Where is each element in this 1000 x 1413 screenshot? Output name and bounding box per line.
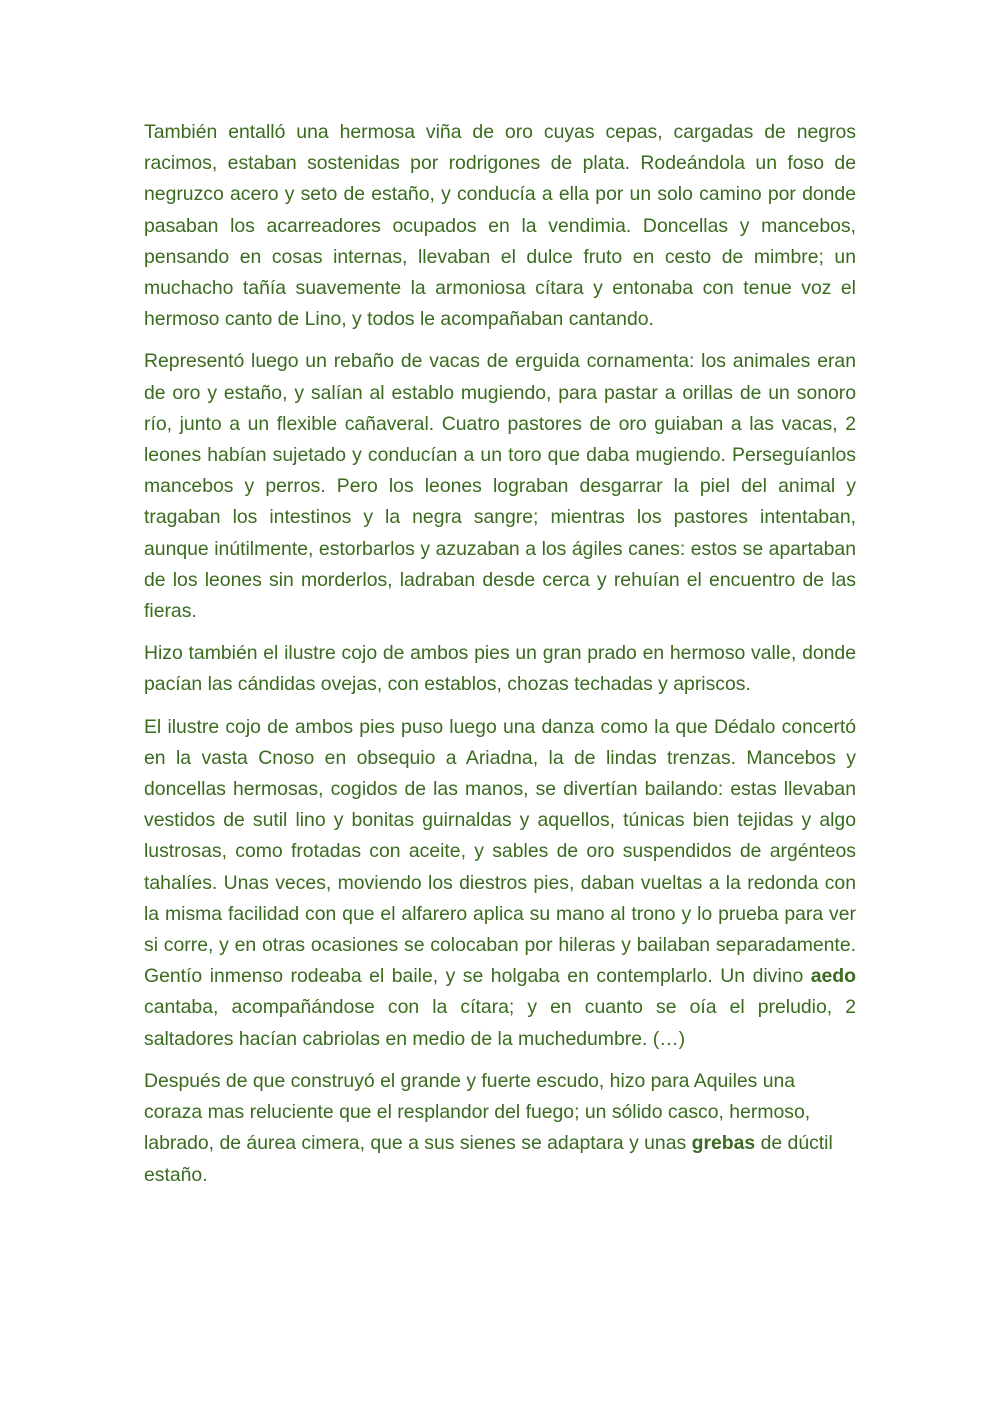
bold-term: aedo — [810, 965, 856, 988]
paragraph-text: Después de que construyó el grande y fuerte escudo, hizo para Aquiles una coraza mas reluciente que el resplandor del fuego; un sólido casco, hermoso, labrado, de áurea cimera, que a sus sienes se adaptara y unas — [144, 1069, 811, 1155]
document-body — [144, 117, 856, 1202]
paragraph-text: Hizo también el ilustre cojo de ambos pies un gran prado en hermoso valle, donde pacían las cándidas ovejas, con establos, chozas techadas y apriscos. — [144, 642, 856, 696]
paragraph — [144, 346, 856, 627]
paragraph — [144, 117, 856, 335]
paragraph — [144, 638, 856, 700]
paragraph-text: El ilustre cojo de ambos pies puso luego una danza como la que Dédalo concertó en la vasta Cnoso en obsequio a Ariadna, la de lindas trenzas. Mancebos y doncellas hermosas, cogidos de las manos, se divertían bailando: estas llevaban vestidos de sutil lino y bonitas guirnaldas y aquellos, túnicas bien tejidas y algo lustrosas, como frotadas con aceite, y sables de oro suspendidos de argénteos tahalíes. Unas veces, moviendo los diestros pies, daban vueltas a la redonda con la misma facilidad con que el alfarero aplica su mano al trono y lo prueba para ver si corre, y en otras ocasiones se colocaban por hileras y bailaban separadamente. Gentío inmenso rodeaba el baile, y se holgaba en contemplarlo. Un divino — [144, 715, 856, 988]
paragraph — [144, 1066, 856, 1191]
paragraph — [144, 712, 856, 1055]
paragraph-text: También entalló una hermosa viña de oro cuyas cepas, cargadas de negros racimos, estaban sostenidas por rodrigones de plata. Rodeándola un foso de negruzco acero y seto de estaño, y conducía a ella por un solo camino por donde pasaban los acarreadores ocupados en la vendimia. Doncellas y mancebos, pensando en cosas internas, llevaban el dulce fruto en cesto de mimbre; un muchacho tañía suavemente la armoniosa cítara y entonaba con tenue voz el hermoso canto de Lino, y todos le acompañaban cantando. — [144, 121, 856, 331]
paragraph-text: Representó luego un rebaño de vacas de erguida cornamenta: los animales eran de oro y estaño, y salían al establo mugiendo, para pastar a orillas de un sonoro río, junto a un flexible cañaveral. Cuatro pastores de oro guiaban a las vacas, 2 leones habían sujetado y conducían a un toro que daba mugiendo. Perseguíanlos mancebos y perros. Pero los leones lograban desgarrar la piel del animal y tragaban los intestinos y la negra sangre; mientras los pastores intentaban, aunque inútilmente, estorbarlos y azuzaban a los ágiles canes: estos se apartaban de los leones sin morderlos, ladraban desde cerca y rehuían el encuentro de las fieras. — [144, 350, 856, 623]
paragraph-text: de dúctil estaño. — [144, 1132, 833, 1186]
paragraph-text: cantaba, acompañándose con la cítara; y en cuanto se oía el preludio, 2 saltadores hacían cabriolas en medio de la muchedumbre. (…) — [144, 996, 856, 1050]
bold-term: grebas — [691, 1132, 756, 1155]
